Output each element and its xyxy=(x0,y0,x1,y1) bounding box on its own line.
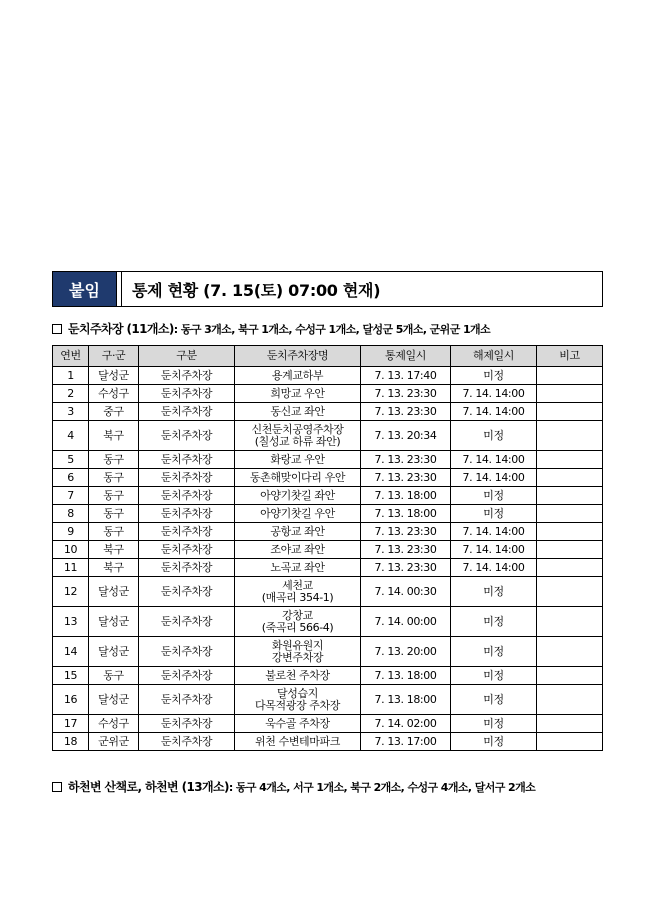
cell-note xyxy=(537,385,603,403)
cell-district: 동구 xyxy=(89,523,139,541)
parking-name-line1: 동촌해맞이다리 우안 xyxy=(249,470,346,484)
cell-control-time: 7. 13. 20:00 xyxy=(361,637,451,667)
section-riverside-summary: : 동구 4개소, 서구 1개소, 북구 2개소, 수성구 4개소, 달서구 2개소 xyxy=(228,780,536,794)
cell-parking-name xyxy=(235,685,361,715)
table-row xyxy=(53,469,603,487)
table-row xyxy=(53,559,603,577)
cell-district: 중구 xyxy=(89,403,139,421)
cell-district: 수성구 xyxy=(89,715,139,733)
header-col-district: 구·군 xyxy=(89,346,139,367)
cell-control-time: 7. 13. 23:30 xyxy=(361,451,451,469)
cell-control-time: 7. 13. 23:30 xyxy=(361,541,451,559)
cell-note xyxy=(537,469,603,487)
parking-name-line2: 다목적광장 주차장 xyxy=(255,698,340,712)
cell-release-time: 미정 xyxy=(451,607,537,637)
cell-type: 둔치주차장 xyxy=(139,367,235,385)
checkbox-square-icon xyxy=(52,782,62,792)
cell-parking-name xyxy=(235,523,361,541)
cell-type: 둔치주차장 xyxy=(139,505,235,523)
header-col-no: 연번 xyxy=(53,346,89,367)
cell-no: 1 xyxy=(53,367,89,385)
parking-name-line1: 노곡교 좌안 xyxy=(270,560,325,574)
cell-district: 수성구 xyxy=(89,385,139,403)
parking-name-line1: 용계교하부 xyxy=(271,368,324,382)
cell-no: 12 xyxy=(53,577,89,607)
cell-note xyxy=(537,403,603,421)
cell-district: 동구 xyxy=(89,469,139,487)
section-parking-title: 둔치주차장 (11개소) xyxy=(68,322,174,336)
title-box xyxy=(52,271,603,307)
cell-district: 달성군 xyxy=(89,637,139,667)
parking-name-line1: 위천 수변테마파크 xyxy=(255,734,340,748)
table-row xyxy=(53,403,603,421)
cell-no: 6 xyxy=(53,469,89,487)
cell-release-time: 미정 xyxy=(451,577,537,607)
cell-note xyxy=(537,715,603,733)
cell-type: 둔치주차장 xyxy=(139,607,235,637)
parking-name-line1: 아양기찻길 좌안 xyxy=(260,488,335,502)
cell-district: 북구 xyxy=(89,541,139,559)
cell-release-time: 미정 xyxy=(451,367,537,385)
attachment-tag: 붙임 xyxy=(53,272,117,306)
cell-no: 14 xyxy=(53,637,89,667)
cell-note xyxy=(537,685,603,715)
parking-name-line1: 불로천 주차장 xyxy=(265,668,330,682)
cell-release-time: 미정 xyxy=(451,505,537,523)
section-riverside-title: 하천변 산책로, 하천변 (13개소) xyxy=(68,780,229,794)
cell-no: 7 xyxy=(53,487,89,505)
parking-name-line1: 욱수골 주차장 xyxy=(265,716,330,730)
cell-note xyxy=(537,733,603,751)
cell-type: 둔치주차장 xyxy=(139,451,235,469)
cell-no: 15 xyxy=(53,667,89,685)
header-col-note: 비고 xyxy=(537,346,603,367)
cell-type: 둔치주차장 xyxy=(139,577,235,607)
cell-note xyxy=(537,667,603,685)
cell-release-time: 7. 14. 14:00 xyxy=(451,523,537,541)
cell-control-time: 7. 13. 17:00 xyxy=(361,733,451,751)
cell-control-time: 7. 13. 18:00 xyxy=(361,667,451,685)
cell-release-time: 미정 xyxy=(451,685,537,715)
cell-type: 둔치주차장 xyxy=(139,421,235,451)
cell-type: 둔치주차장 xyxy=(139,523,235,541)
cell-type: 둔치주차장 xyxy=(139,733,235,751)
cell-release-time: 7. 14. 14:00 xyxy=(451,469,537,487)
cell-control-time: 7. 13. 23:30 xyxy=(361,469,451,487)
cell-control-time: 7. 13. 23:30 xyxy=(361,559,451,577)
cell-control-time: 7. 13. 23:30 xyxy=(361,523,451,541)
parking-name-line1: 아양기찻길 우안 xyxy=(260,506,335,520)
cell-note xyxy=(537,487,603,505)
parking-name-line1: 강창교 xyxy=(282,608,313,622)
cell-type: 둔치주차장 xyxy=(139,541,235,559)
parking-name-line1: 신천둔치공영주차장 xyxy=(251,422,344,436)
cell-parking-name xyxy=(235,559,361,577)
cell-note xyxy=(537,505,603,523)
cell-type: 둔치주차장 xyxy=(139,637,235,667)
cell-note xyxy=(537,607,603,637)
parking-name-line1: 달성습지 xyxy=(277,686,318,700)
table-row xyxy=(53,385,603,403)
cell-note xyxy=(537,637,603,667)
cell-release-time: 미정 xyxy=(451,715,537,733)
cell-parking-name xyxy=(235,733,361,751)
cell-no: 8 xyxy=(53,505,89,523)
cell-district: 북구 xyxy=(89,421,139,451)
header-col-control-time: 통제일시 xyxy=(361,346,451,367)
table-row xyxy=(53,505,603,523)
cell-parking-name xyxy=(235,403,361,421)
cell-parking-name xyxy=(235,715,361,733)
cell-no: 17 xyxy=(53,715,89,733)
cell-type: 둔치주차장 xyxy=(139,403,235,421)
cell-parking-name xyxy=(235,367,361,385)
cell-control-time: 7. 13. 18:00 xyxy=(361,685,451,715)
cell-control-time: 7. 14. 00:00 xyxy=(361,607,451,637)
section-riverside-heading xyxy=(52,778,535,795)
cell-no: 18 xyxy=(53,733,89,751)
parking-name-line2: (매곡리 354-1) xyxy=(261,590,334,604)
section-parking-heading xyxy=(52,320,490,337)
cell-parking-name xyxy=(235,385,361,403)
cell-note xyxy=(537,541,603,559)
cell-no: 4 xyxy=(53,421,89,451)
cell-no: 13 xyxy=(53,607,89,637)
cell-release-time: 미정 xyxy=(451,733,537,751)
cell-parking-name xyxy=(235,607,361,637)
header-col-parking-name: 둔치주차장명 xyxy=(235,346,361,367)
table-row xyxy=(53,451,603,469)
cell-type: 둔치주차장 xyxy=(139,667,235,685)
cell-parking-name xyxy=(235,577,361,607)
cell-district: 군위군 xyxy=(89,733,139,751)
cell-release-time: 7. 14. 14:00 xyxy=(451,541,537,559)
checkbox-square-icon xyxy=(52,324,62,334)
cell-district: 동구 xyxy=(89,451,139,469)
cell-no: 3 xyxy=(53,403,89,421)
cell-district: 동구 xyxy=(89,487,139,505)
cell-control-time: 7. 13. 20:34 xyxy=(361,421,451,451)
cell-note xyxy=(537,451,603,469)
table-row xyxy=(53,685,603,715)
cell-release-time: 7. 14. 14:00 xyxy=(451,451,537,469)
parking-name-line1: 동신교 좌안 xyxy=(270,404,325,418)
parking-name-line2: (칠성교 하류 좌안) xyxy=(254,434,341,448)
cell-no: 16 xyxy=(53,685,89,715)
cell-type: 둔치주차장 xyxy=(139,685,235,715)
cell-control-time: 7. 13. 18:00 xyxy=(361,505,451,523)
parking-name-line1: 희망교 우안 xyxy=(270,386,325,400)
parking-name-line1: 조야교 좌안 xyxy=(270,542,325,556)
cell-parking-name xyxy=(235,469,361,487)
cell-district: 동구 xyxy=(89,667,139,685)
cell-parking-name xyxy=(235,487,361,505)
cell-control-time: 7. 13. 18:00 xyxy=(361,487,451,505)
cell-release-time: 7. 14. 14:00 xyxy=(451,403,537,421)
parking-name-line2: 강변주차장 xyxy=(271,650,324,664)
cell-release-time: 미정 xyxy=(451,637,537,667)
cell-no: 9 xyxy=(53,523,89,541)
page-title: 통제 현황 (7. 15(토) 07:00 현재) xyxy=(132,280,381,300)
table-row xyxy=(53,637,603,667)
table-row xyxy=(53,523,603,541)
cell-control-time: 7. 13. 17:40 xyxy=(361,367,451,385)
header-col-type: 구분 xyxy=(139,346,235,367)
cell-no: 11 xyxy=(53,559,89,577)
cell-control-time: 7. 14. 02:00 xyxy=(361,715,451,733)
cell-type: 둔치주차장 xyxy=(139,469,235,487)
cell-control-time: 7. 13. 23:30 xyxy=(361,403,451,421)
cell-district: 동구 xyxy=(89,505,139,523)
cell-district: 달성군 xyxy=(89,685,139,715)
cell-parking-name xyxy=(235,637,361,667)
parking-name-line1: 화랑교 우안 xyxy=(270,452,325,466)
table-row xyxy=(53,607,603,637)
cell-district: 달성군 xyxy=(89,607,139,637)
cell-no: 5 xyxy=(53,451,89,469)
parking-name-line1: 세천교 xyxy=(282,578,313,592)
cell-note xyxy=(537,577,603,607)
cell-type: 둔치주차장 xyxy=(139,385,235,403)
cell-parking-name xyxy=(235,505,361,523)
table-row xyxy=(53,367,603,385)
table-row xyxy=(53,733,603,751)
cell-control-time: 7. 13. 23:30 xyxy=(361,385,451,403)
cell-release-time: 7. 14. 14:00 xyxy=(451,385,537,403)
table-row xyxy=(53,577,603,607)
cell-district: 달성군 xyxy=(89,577,139,607)
cell-release-time: 미정 xyxy=(451,667,537,685)
parking-name-line1: 공항교 좌안 xyxy=(270,524,325,538)
cell-note xyxy=(537,367,603,385)
table-row xyxy=(53,541,603,559)
cell-parking-name xyxy=(235,667,361,685)
cell-note xyxy=(537,523,603,541)
parking-control-table xyxy=(52,345,603,751)
cell-note xyxy=(537,421,603,451)
cell-type: 둔치주차장 xyxy=(139,715,235,733)
parking-name-line1: 화원유원지 xyxy=(271,638,324,652)
cell-note xyxy=(537,559,603,577)
cell-parking-name xyxy=(235,421,361,451)
cell-release-time: 미정 xyxy=(451,487,537,505)
cell-type: 둔치주차장 xyxy=(139,559,235,577)
cell-district: 달성군 xyxy=(89,367,139,385)
section-parking-summary: : 동구 3개소, 북구 1개소, 수성구 1개소, 달성군 5개소, 군위군 1개소 xyxy=(173,322,491,336)
table-row xyxy=(53,421,603,451)
cell-control-time: 7. 14. 00:30 xyxy=(361,577,451,607)
table-row xyxy=(53,487,603,505)
cell-type: 둔치주차장 xyxy=(139,487,235,505)
cell-release-time: 7. 14. 14:00 xyxy=(451,559,537,577)
table-row xyxy=(53,667,603,685)
cell-district: 북구 xyxy=(89,559,139,577)
parking-name-line2: (죽곡리 566-4) xyxy=(261,620,334,634)
header-col-release-time: 해제일시 xyxy=(451,346,537,367)
table-row xyxy=(53,715,603,733)
cell-no: 2 xyxy=(53,385,89,403)
table-header-row xyxy=(53,346,603,367)
cell-release-time: 미정 xyxy=(451,421,537,451)
cell-parking-name xyxy=(235,541,361,559)
cell-no: 10 xyxy=(53,541,89,559)
cell-parking-name xyxy=(235,451,361,469)
